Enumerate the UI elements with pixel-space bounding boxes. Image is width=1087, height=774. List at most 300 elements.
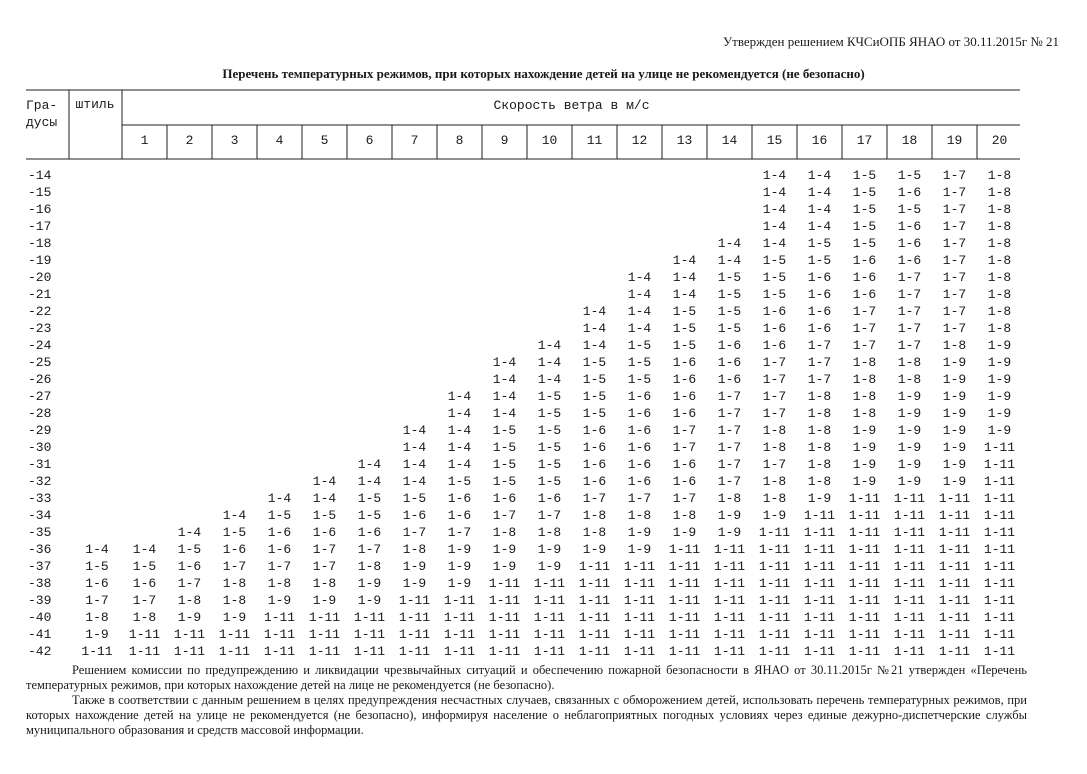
table-cell: 1-9 — [852, 440, 877, 455]
table-cell: 1-8 — [987, 236, 1012, 251]
table-cell: 1-8 — [852, 372, 877, 387]
table-cell: 1-11 — [488, 593, 521, 608]
table-cell: 1-5 — [582, 389, 607, 404]
table-cell: 1-11 — [488, 610, 521, 625]
table-cell: 1-11 — [668, 593, 701, 608]
table-cell: 1-4 — [672, 287, 697, 302]
table-cell: 1-6 — [447, 491, 472, 506]
table-cell: 1-7 — [762, 389, 787, 404]
table-cell: 1-9 — [717, 508, 742, 523]
table-cell: 1-9 — [762, 508, 787, 523]
table-cell: 1-8 — [582, 525, 607, 540]
table-cell: 1-11 — [668, 542, 701, 557]
temperature-label: -31 — [28, 457, 52, 472]
table-cell: 1-7 — [942, 321, 967, 336]
table-cell: 1-5 — [672, 338, 697, 353]
table-cell: 1-7 — [762, 355, 787, 370]
table-cell: 1-6 — [537, 491, 562, 506]
table-cell: 1-5 — [267, 508, 292, 523]
table-cell: 1-11 — [983, 508, 1016, 523]
table-cell: 1-5 — [627, 372, 652, 387]
table-cell: 1-11 — [803, 644, 836, 659]
table-cell: 1-9 — [537, 542, 562, 557]
temperature-label: -21 — [28, 287, 52, 302]
table-cell: 1-8 — [807, 474, 832, 489]
table-cell: 1-9 — [987, 355, 1012, 370]
table-cell: 1-11 — [308, 627, 341, 642]
calm-header: штиль — [75, 97, 115, 112]
table-cell: 1-7 — [537, 508, 562, 523]
table-cell: 1-11 — [353, 644, 386, 659]
table-cell: 1-5 — [627, 355, 652, 370]
speed-column-17: 17 — [856, 133, 873, 148]
table-cell: 1-5 — [222, 525, 247, 540]
table-cell: 1-11 — [668, 576, 701, 591]
temperature-label: -24 — [28, 338, 52, 353]
table-cell: 1-8 — [852, 355, 877, 370]
speed-column-6: 6 — [365, 133, 374, 148]
table-cell: 1-7 — [717, 389, 742, 404]
table-cell: 1-7 — [85, 593, 109, 608]
table-cell: 1-8 — [942, 338, 967, 353]
table-cell: 1-4 — [537, 355, 562, 370]
temperature-label: -26 — [28, 372, 52, 387]
table-cell: 1-11 — [803, 508, 836, 523]
table-cell: 1-9 — [717, 525, 742, 540]
table-cell: 1-9 — [942, 389, 967, 404]
table-cell: 1-5 — [537, 406, 562, 421]
table-cell: 1-7 — [582, 491, 607, 506]
table-cell: 1-6 — [312, 525, 337, 540]
table-cell: 1-11 — [488, 576, 521, 591]
table-cell: 1-8 — [987, 321, 1012, 336]
table-cell: 1-9 — [492, 542, 517, 557]
table-cell: 1-7 — [132, 593, 157, 608]
table-cell: 1-11 — [848, 576, 881, 591]
table-cell: 1-11 — [938, 491, 971, 506]
table-cell: 1-11 — [938, 508, 971, 523]
table-cell: 1-11 — [893, 644, 926, 659]
table-cell: 1-6 — [897, 236, 922, 251]
table-cell: 1-9 — [447, 576, 472, 591]
table-cell: 1-5 — [537, 474, 562, 489]
table-cell: 1-7 — [717, 423, 742, 438]
temperature-label: -37 — [28, 559, 52, 574]
speed-column-7: 7 — [410, 133, 419, 148]
temperature-label: -14 — [28, 168, 52, 183]
table-cell: 1-11 — [893, 542, 926, 557]
table-cell: 1-8 — [222, 576, 247, 591]
table-cell: 1-11 — [578, 576, 611, 591]
table-cell: 1-7 — [807, 355, 832, 370]
table-cell: 1-4 — [627, 321, 652, 336]
table-cell: 1-7 — [942, 185, 967, 200]
table-cell: 1-11 — [983, 440, 1016, 455]
table-cell: 1-6 — [852, 287, 877, 302]
table-cell: 1-9 — [222, 610, 247, 625]
table-cell: 1-4 — [627, 304, 652, 319]
table-cell: 1-7 — [717, 474, 742, 489]
table-cell: 1-11 — [938, 610, 971, 625]
speed-column-18: 18 — [901, 133, 918, 148]
table-cell: 1-9 — [942, 457, 967, 472]
table-cell: 1-8 — [807, 389, 832, 404]
table-cell: 1-4 — [312, 474, 337, 489]
table-cell: 1-11 — [938, 559, 971, 574]
table-cell: 1-11 — [398, 627, 431, 642]
table-cell: 1-11 — [983, 491, 1016, 506]
table-cell: 1-6 — [132, 576, 157, 591]
table-cell: 1-11 — [623, 627, 656, 642]
table-cell: 1-6 — [582, 423, 607, 438]
table-cell: 1-11 — [443, 627, 476, 642]
table-cell: 1-7 — [897, 270, 922, 285]
table-cell: 1-8 — [852, 389, 877, 404]
table-cell: 1-8 — [762, 474, 787, 489]
speed-column-1: 1 — [140, 133, 149, 148]
table-cell: 1-5 — [807, 253, 832, 268]
table-cell: 1-4 — [85, 542, 109, 557]
table-cell: 1-9 — [897, 406, 922, 421]
table-cell: 1-6 — [762, 321, 787, 336]
table-cell: 1-11 — [983, 593, 1016, 608]
table-cell: 1-9 — [987, 423, 1012, 438]
speed-column-2: 2 — [185, 133, 194, 148]
table-cell: 1-11 — [443, 610, 476, 625]
table-cell: 1-6 — [582, 474, 607, 489]
temperature-label: -25 — [28, 355, 52, 370]
table-cell: 1-4 — [807, 185, 832, 200]
table-cell: 1-8 — [897, 372, 922, 387]
temperature-table — [26, 89, 1020, 666]
table-cell: 1-8 — [987, 219, 1012, 234]
table-cell: 1-9 — [987, 338, 1012, 353]
speed-column-3: 3 — [230, 133, 239, 148]
table-cell: 1-6 — [267, 542, 292, 557]
temperature-label: -22 — [28, 304, 52, 319]
table-cell: 1-11 — [848, 559, 881, 574]
table-cell: 1-11 — [893, 593, 926, 608]
table-cell: 1-11 — [893, 627, 926, 642]
table-cell: 1-11 — [848, 525, 881, 540]
table-cell: 1-8 — [402, 542, 427, 557]
table-cell: 1-11 — [533, 627, 566, 642]
temperature-label: -30 — [28, 440, 52, 455]
temperature-label: -42 — [28, 644, 52, 659]
table-cell: 1-7 — [942, 219, 967, 234]
table-cell: 1-6 — [267, 525, 292, 540]
table-cell: 1-11 — [533, 576, 566, 591]
table-cell: 1-11 — [713, 610, 746, 625]
table-cell: 1-11 — [938, 593, 971, 608]
table-cell: 1-11 — [938, 525, 971, 540]
table-cell: 1-4 — [762, 185, 787, 200]
table-cell: 1-11 — [443, 644, 476, 659]
table-cell: 1-4 — [492, 406, 517, 421]
table-cell: 1-7 — [942, 304, 967, 319]
table-cell: 1-6 — [582, 457, 607, 472]
table-cell: 1-9 — [402, 576, 427, 591]
table-cell: 1-11 — [938, 627, 971, 642]
table-cell: 1-5 — [492, 457, 517, 472]
table-cell: 1-11 — [263, 610, 296, 625]
table-cell: 1-7 — [672, 423, 697, 438]
table-cell: 1-6 — [852, 270, 877, 285]
table-cell: 1-11 — [578, 593, 611, 608]
table-cell: 1-6 — [85, 576, 109, 591]
table-cell: 1-8 — [762, 423, 787, 438]
table-cell: 1-6 — [762, 304, 787, 319]
table-cell: 1-11 — [803, 576, 836, 591]
table-cell: 1-8 — [312, 576, 337, 591]
table-cell: 1-11 — [983, 525, 1016, 540]
speed-column-20: 20 — [991, 133, 1008, 148]
table-cell: 1-6 — [672, 355, 697, 370]
table-cell: 1-11 — [488, 627, 521, 642]
table-cell: 1-11 — [848, 593, 881, 608]
table-cell: 1-5 — [672, 321, 697, 336]
table-cell: 1-7 — [807, 372, 832, 387]
table-cell: 1-6 — [672, 406, 697, 421]
speed-column-12: 12 — [631, 133, 648, 148]
table-cell: 1-6 — [627, 474, 652, 489]
table-cell: 1-11 — [938, 576, 971, 591]
table-cell: 1-6 — [492, 491, 517, 506]
table-cell: 1-7 — [897, 338, 922, 353]
table-cell: 1-11 — [713, 627, 746, 642]
table-cell: 1-4 — [627, 287, 652, 302]
table-cell: 1-4 — [267, 491, 292, 506]
table-cell: 1-5 — [402, 491, 427, 506]
table-cell: 1-9 — [312, 593, 337, 608]
table-cell: 1-7 — [312, 559, 337, 574]
table-cell: 1-5 — [717, 287, 742, 302]
table-cell: 1-11 — [893, 559, 926, 574]
table-cell: 1-11 — [893, 576, 926, 591]
table-cell: 1-9 — [357, 576, 382, 591]
speed-column-19: 19 — [946, 133, 963, 148]
table-cell: 1-4 — [177, 525, 202, 540]
table-cell: 1-11 — [803, 593, 836, 608]
table-cell: 1-11 — [623, 610, 656, 625]
temperature-label: -15 — [28, 185, 52, 200]
table-cell: 1-11 — [578, 610, 611, 625]
table-cell: 1-11 — [803, 525, 836, 540]
table-cell: 1-11 — [983, 627, 1016, 642]
temperature-label: -19 — [28, 253, 52, 268]
footer-paragraph-1: Решением комиссии по предупреждению и ликвидации чрезвычайных ситуаций и обеспечению пожарной безопасности в ЯНАО от 30.11.2015г №21 утвержден «Перечень температурных режимов, при которых нахождение детей на лице не рекомендуется (не безопасно). — [26, 663, 1027, 692]
table-cell: 1-4 — [672, 270, 697, 285]
table-cell: 1-8 — [987, 202, 1012, 217]
table-cell: 1-11 — [758, 644, 791, 659]
table-cell: 1-6 — [852, 253, 877, 268]
table-cell: 1-9 — [447, 559, 472, 574]
table-cell: 1-6 — [177, 559, 202, 574]
table-cell: 1-7 — [762, 372, 787, 387]
temperature-label: -28 — [28, 406, 52, 421]
table-cell: 1-11 — [713, 576, 746, 591]
table-cell: 1-6 — [672, 457, 697, 472]
table-cell: 1-7 — [222, 559, 247, 574]
table-cell: 1-8 — [672, 508, 697, 523]
table-cell: 1-6 — [717, 355, 742, 370]
table-cell: 1-6 — [627, 423, 652, 438]
table-cell: 1-11 — [668, 559, 701, 574]
table-cell: 1-5 — [537, 457, 562, 472]
table-cell: 1-5 — [762, 270, 787, 285]
table-cell: 1-11 — [713, 559, 746, 574]
table-cell: 1-11 — [758, 593, 791, 608]
temperature-label: -35 — [28, 525, 52, 540]
speed-column-8: 8 — [455, 133, 464, 148]
table-cell: 1-9 — [897, 474, 922, 489]
table-cell: 1-7 — [627, 491, 652, 506]
table-cell: 1-6 — [762, 338, 787, 353]
speed-column-13: 13 — [676, 133, 693, 148]
table-cell: 1-6 — [807, 287, 832, 302]
table-cell: 1-11 — [353, 610, 386, 625]
speed-column-10: 10 — [541, 133, 558, 148]
table-cell: 1-5 — [312, 508, 337, 523]
table-cell: 1-5 — [627, 338, 652, 353]
table-cell: 1-11 — [848, 644, 881, 659]
table-cell: 1-5 — [492, 474, 517, 489]
table-cell: 1-4 — [222, 508, 247, 523]
table-cell: 1-11 — [848, 610, 881, 625]
table-cell: 1-4 — [447, 423, 472, 438]
table-cell: 1-7 — [942, 253, 967, 268]
table-cell: 1-6 — [897, 253, 922, 268]
temperature-label: -34 — [28, 508, 52, 523]
table-cell: 1-9 — [942, 372, 967, 387]
table-cell: 1-7 — [267, 559, 292, 574]
table-cell: 1-5 — [357, 508, 382, 523]
table-cell: 1-11 — [983, 559, 1016, 574]
table-cell: 1-6 — [672, 389, 697, 404]
table-cell: 1-11 — [803, 559, 836, 574]
table-cell: 1-9 — [402, 559, 427, 574]
table-cell: 1-9 — [357, 593, 382, 608]
table-cell: 1-11 — [713, 644, 746, 659]
table-cell: 1-11 — [938, 542, 971, 557]
table-cell: 1-6 — [357, 525, 382, 540]
table-cell: 1-4 — [762, 236, 787, 251]
table-cell: 1-8 — [807, 406, 832, 421]
table-cell: 1-5 — [85, 559, 109, 574]
table-cell: 1-11 — [848, 491, 881, 506]
table-cell: 1-11 — [758, 576, 791, 591]
temperature-label: -29 — [28, 423, 52, 438]
table-cell: 1-5 — [852, 236, 877, 251]
table-cell: 1-11 — [398, 644, 431, 659]
table-cell: 1-11 — [263, 644, 296, 659]
table-cell: 1-7 — [852, 321, 877, 336]
table-cell: 1-11 — [758, 559, 791, 574]
table-cell: 1-11 — [623, 576, 656, 591]
table-cell: 1-9 — [627, 542, 652, 557]
table-cell: 1-4 — [807, 168, 832, 183]
table-cell: 1-9 — [852, 474, 877, 489]
table-cell: 1-8 — [987, 253, 1012, 268]
table-cell: 1-5 — [672, 304, 697, 319]
table-cell: 1-4 — [762, 219, 787, 234]
table-cell: 1-4 — [717, 236, 742, 251]
table-cell: 1-7 — [672, 491, 697, 506]
table-cell: 1-11 — [533, 644, 566, 659]
table-cell: 1-7 — [852, 338, 877, 353]
table-cell: 1-8 — [852, 406, 877, 421]
table-cell: 1-7 — [447, 525, 472, 540]
table-cell: 1-7 — [942, 270, 967, 285]
table-cell: 1-7 — [762, 406, 787, 421]
table-cell: 1-7 — [942, 236, 967, 251]
table-cell: 1-9 — [987, 372, 1012, 387]
table-cell: 1-8 — [267, 576, 292, 591]
table-cell: 1-5 — [132, 559, 157, 574]
table-cell: 1-6 — [627, 457, 652, 472]
table-cell: 1-7 — [672, 440, 697, 455]
table-cell: 1-7 — [762, 457, 787, 472]
table-cell: 1-8 — [537, 525, 562, 540]
table-cell: 1-7 — [177, 576, 202, 591]
table-cell: 1-7 — [807, 338, 832, 353]
table-cell: 1-6 — [672, 372, 697, 387]
table-cell: 1-4 — [447, 457, 472, 472]
table-cell: 1-4 — [357, 457, 382, 472]
table-cell: 1-7 — [492, 508, 517, 523]
table-cell: 1-5 — [897, 202, 922, 217]
table-cell: 1-4 — [402, 440, 427, 455]
document-title: Перечень температурных режимов, при которых нахождение детей на улице не рекомендуется (не безопасно) — [222, 66, 865, 81]
table-cell: 1-4 — [717, 253, 742, 268]
table-cell: 1-7 — [897, 321, 922, 336]
table-cell: 1-11 — [128, 627, 161, 642]
table-cell: 1-11 — [983, 644, 1016, 659]
table-cell: 1-9 — [897, 457, 922, 472]
table-cell: 1-5 — [177, 542, 202, 557]
table-cell: 1-8 — [492, 525, 517, 540]
table-cell: 1-11 — [758, 627, 791, 642]
table-cell: 1-11 — [488, 644, 521, 659]
table-cell: 1-11 — [308, 610, 341, 625]
table-cell: 1-4 — [447, 406, 472, 421]
table-cell: 1-7 — [897, 304, 922, 319]
temperature-label: -41 — [28, 627, 52, 642]
table-cell: 1-8 — [987, 270, 1012, 285]
table-cell: 1-11 — [668, 610, 701, 625]
table-cell: 1-11 — [533, 593, 566, 608]
table-cell: 1-6 — [222, 542, 247, 557]
table-cell: 1-8 — [717, 491, 742, 506]
table-cell: 1-4 — [402, 474, 427, 489]
table-cell: 1-11 — [983, 474, 1016, 489]
temperature-label: -32 — [28, 474, 52, 489]
table-cell: 1-11 — [623, 593, 656, 608]
table-cell: 1-5 — [357, 491, 382, 506]
table-cell: 1-7 — [717, 406, 742, 421]
table-cell: 1-7 — [942, 287, 967, 302]
table-cell: 1-11 — [668, 627, 701, 642]
table-cell: 1-9 — [627, 525, 652, 540]
table-cell: 1-9 — [85, 627, 109, 642]
table-cell: 1-5 — [852, 202, 877, 217]
table-cell: 1-5 — [852, 185, 877, 200]
table-cell: 1-8 — [132, 610, 157, 625]
table-cell: 1-4 — [357, 474, 382, 489]
table-cell: 1-5 — [852, 168, 877, 183]
table-cell: 1-4 — [537, 338, 562, 353]
table-cell: 1-9 — [987, 389, 1012, 404]
